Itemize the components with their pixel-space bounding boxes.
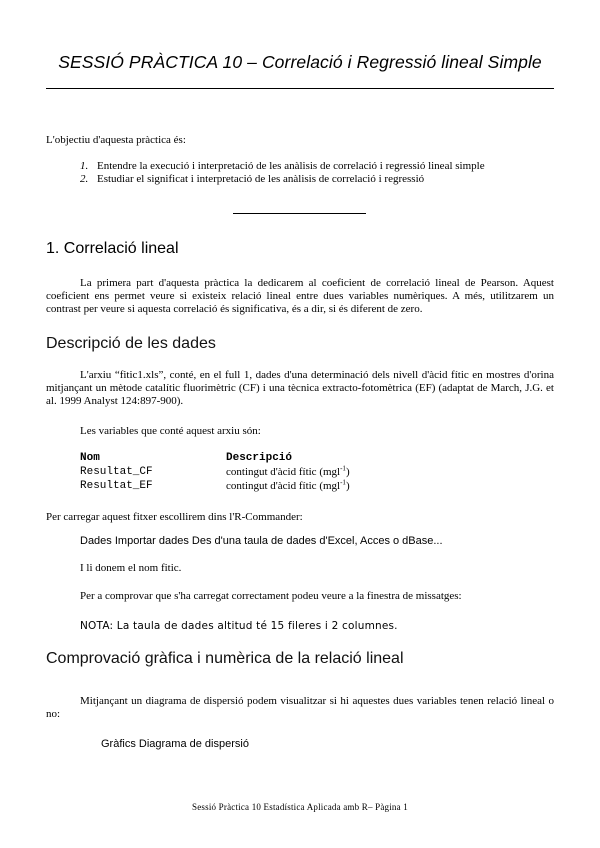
list-number: 2. [80,173,89,185]
intro-text: L'objectiu d'aquesta pràctica és: [46,134,186,146]
table-header-row [80,451,350,465]
list-item [80,173,485,186]
variable-name: Resultat_CF [80,466,153,478]
variable-name: Resultat_EF [80,480,153,492]
menu-path-scatterplot: Gràfics Diagrama de dispersió [101,738,249,750]
objectives-list [80,160,485,186]
check-instruction: Per a comprovar que s'ha carregat correctament podeu veure a la finestra de missatges: [80,590,462,602]
variables-table [80,451,350,493]
page-title: SESSIÓ PRÀCTICA 10 – Correlació i Regressió lineal Simple [58,52,542,72]
note-text: NOTA: La taula de dades altitud té 15 fileres i 2 columnes. [80,620,398,632]
list-item [80,160,485,173]
name-instruction: I li donem el nom fitic. [80,562,182,574]
subheading-data-description: Descripció de les dades [46,335,216,352]
section1-paragraph: La primera part d'aquesta pràctica la dedicarem al coeficient de correlació lineal de Pearson. Aquest coeficient ens permet veure si existeix relació lineal entre dues variables numèriques. A més, utilitzarem un contrast per veure si aquesta correlació és significativa, és a dir, si és diferent de zero. [46,277,554,315]
variable-description: contingut d'àcid fític (mgl$^{-1}$) [226,478,350,492]
section-heading-correlation: 1. Correlació lineal [46,240,179,257]
table-row [80,465,350,479]
section-divider [233,213,366,214]
subheading-graphical-check: Comprovació gràfica i numèrica de la relació lineal [46,650,404,667]
variables-intro: Les variables que conté aquest arxiu són: [80,425,261,437]
variable-description: contingut d'àcid fític (mgl$^{-1}$) [226,464,350,478]
list-text: Estudiar el significat i interpretació de les anàlisis de correlació i regressió [97,173,425,185]
graph-paragraph: Mitjançant un diagrama de dispersió podem visualitzar si hi aquestes dues variables tenen relació lineal o no: [46,695,554,720]
page-footer: Sessió Pràctica 10 Estadística Aplicada amb R– Pàgina 1 [192,802,408,812]
list-text: Entendre la execució i interpretació de les anàlisis de correlació i regressió lineal simple [97,160,485,172]
load-instructions: Per carregar aquest fitxer escollirem dins l'R-Commander: [46,511,303,523]
column-header-name: Nom [80,452,100,464]
table-row [80,479,350,493]
menu-path-import: Dades Importar dades Des d'una taula de dades d'Excel, Acces o dBase... [80,535,443,547]
title-divider [46,88,554,89]
list-number: 1. [80,160,89,172]
column-header-description: Descripció [226,452,293,464]
data-paragraph: L'arxiu “fitic1.xls”, conté, en el full 1, dades d'una determinació dels nivell d'àcid fític en mostres d'orina mitjançant un mètode catalític fluorimètric (CF) i una tècnica extracto-fotomètrica (EF) (adaptat de March, J.G. et al. 1999 Analyst 124:897-900). [46,369,554,407]
